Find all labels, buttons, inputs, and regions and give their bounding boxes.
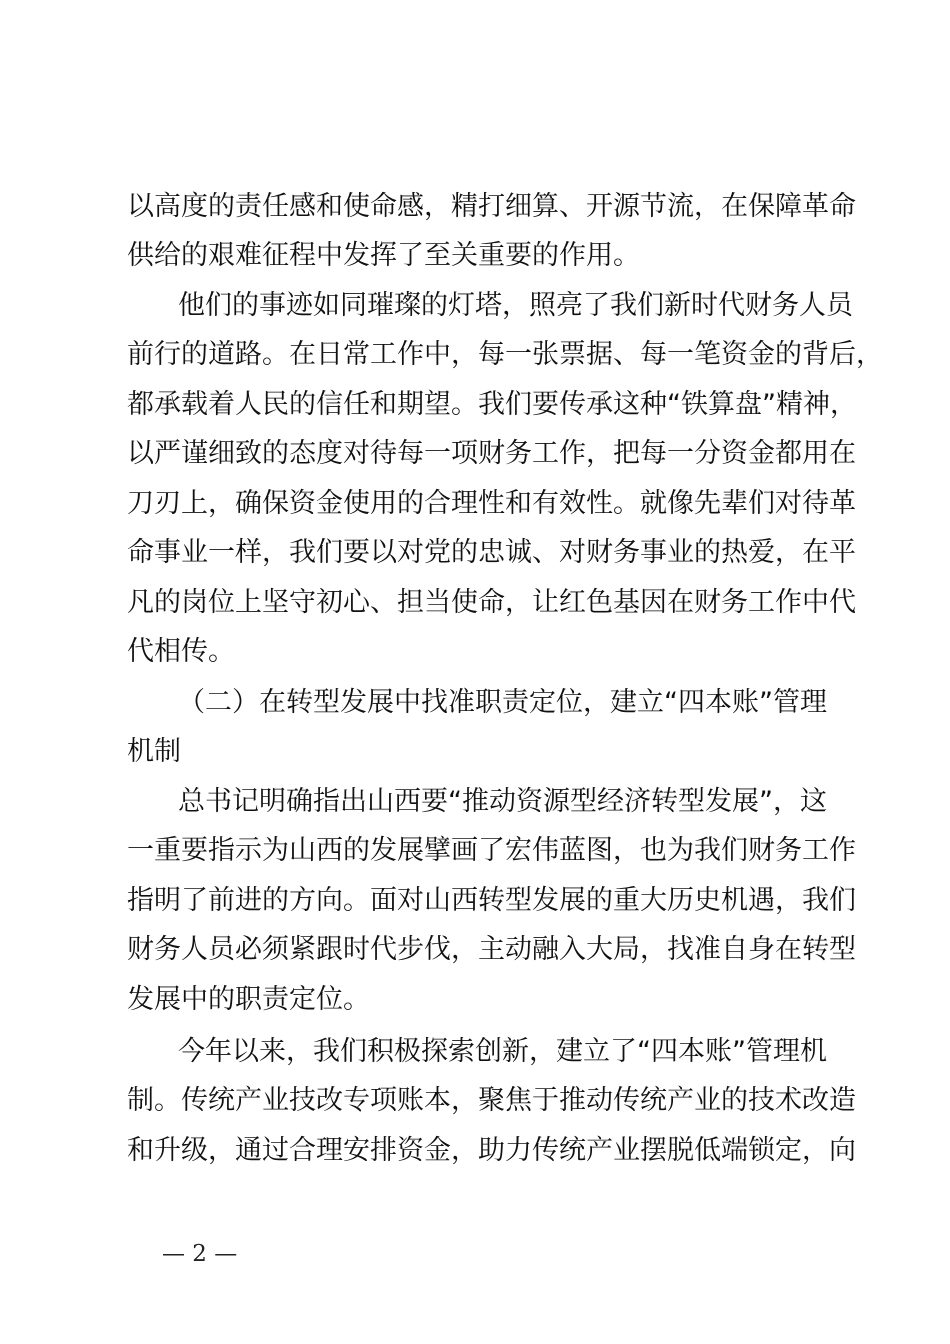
paragraph-start-line: 他们的事迹如同璀璨的灯塔，照亮了我们新时代财务人员: [178, 290, 853, 321]
text-line-2: 供给的艰难征程中发挥了至关重要的作用。: [127, 240, 640, 271]
text-line-4: 前行的道路。在日常工作中，每一张票据、每一笔资金的背后，: [127, 339, 883, 370]
text-line-20: 和升级，通过合理安排资金，助力传统产业摆脱低端锁定，向: [127, 1135, 856, 1166]
page-number: — 2 —: [162, 1241, 238, 1267]
paragraph-start-line: 今年以来，我们积极探索创新，建立了“四本账”管理机: [178, 1036, 827, 1067]
text-line-10: 代相传。: [127, 636, 235, 667]
paragraph-start-line: 总书记明确指出山西要“推动资源型经济转型发展”，这: [178, 786, 827, 817]
text-line-19: 制。传统产业技改专项账本，聚焦于推动传统产业的技术改造: [127, 1085, 856, 1116]
section-heading-continued: 机制: [127, 736, 181, 767]
text-line-9: 凡的岗位上坚守初心、担当使命，让红色基因在财务工作中代: [127, 587, 856, 618]
text-line-15: 指明了前进的方向。面对山西转型发展的重大历史机遇，我们: [127, 885, 856, 916]
section-heading: （二）在转型发展中找准职责定位，建立“四本账”管理: [178, 687, 827, 718]
text-line-17: 发展中的职责定位。: [127, 984, 370, 1015]
text-line-6: 以严谨细致的态度对待每一项财务工作，把每一分资金都用在: [127, 438, 856, 469]
text-line-14: 一重要指示为山西的发展擘画了宏伟蓝图，也为我们财务工作: [127, 835, 856, 866]
text-line-16: 财务人员必须紧跟时代步伐，主动融入大局，找准自身在转型: [127, 934, 856, 965]
text-line-1: 以高度的责任感和使命感，精打细算、开源节流，在保障革命: [127, 191, 856, 222]
text-line-7: 刀刃上，确保资金使用的合理性和有效性。就像先辈们对待革: [127, 488, 856, 519]
text-line-8: 命事业一样，我们要以对党的忠诚、对财务事业的热爱，在平: [127, 537, 856, 568]
text-line-5: 都承载着人民的信任和期望。我们要传承这种“铁算盘”精神，: [127, 389, 857, 420]
